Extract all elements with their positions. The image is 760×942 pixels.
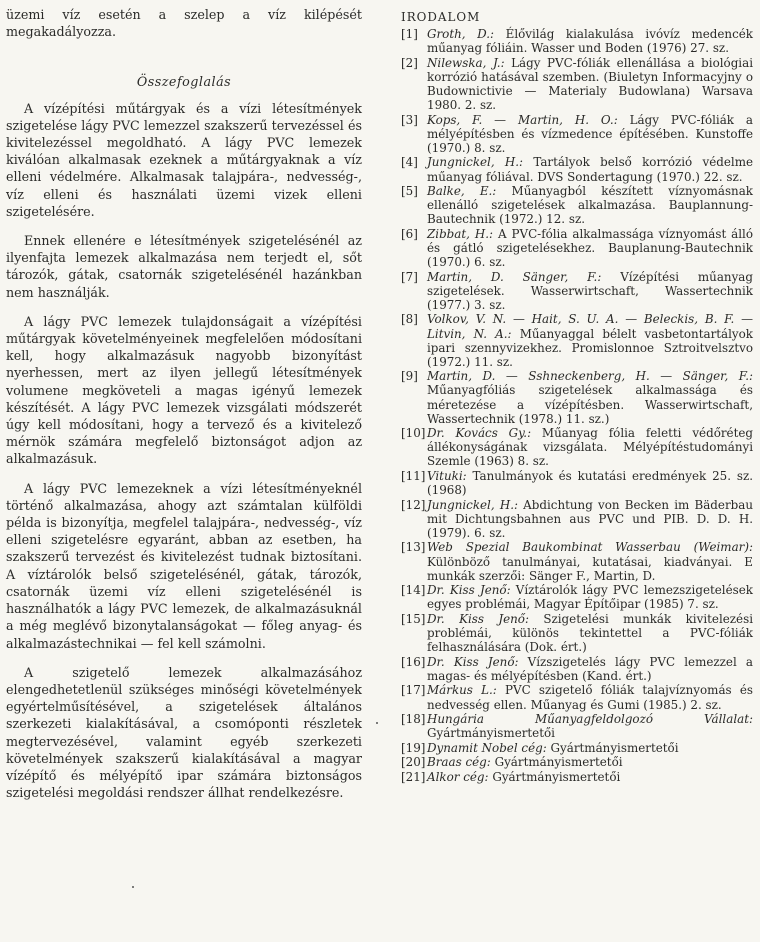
reference-number: [5]: [401, 184, 418, 199]
reference-text: Lágy PVC-fóliák ellenállása a biológiai korrózió hatásával szemben. (Biuletyn Informacyjny o Budownictivie — Materialy Budowlana) Warsava 1980. 2. sz.: [427, 55, 754, 113]
reference-text: Szigetelési munkák kivitelezési problémái, különös tekintettel a PVC-fóliák felhasználására (Dok. ért.): [427, 611, 753, 655]
reference-text: Vízszigetelés lágy PVC lemezzel a magas- és mélyépítésben (Kand. ért.): [427, 654, 753, 683]
reference-list: [401, 27, 753, 784]
reference-number: [11]: [401, 469, 426, 483]
reference-body: [427, 155, 753, 183]
reference-number: [21]: [401, 769, 426, 784]
summary-heading: Összefoglalás: [136, 74, 232, 90]
reference-item: [401, 227, 753, 269]
reference-item: [401, 770, 753, 784]
summary-column: [6, 6, 362, 801]
reference-author: Martin, D. Sänger, F.:: [427, 269, 602, 284]
reference-number: [10]: [401, 426, 426, 441]
reference-body: [427, 498, 753, 540]
reference-item: [401, 56, 753, 112]
reference-text: Víztárolók lágy PVC lemezszigetelések egyes problémái, Magyar Építőipar (1985) 7. sz.: [427, 583, 753, 612]
reference-text: Vízépítési műanyag szigetelések. Wasserwirtschaft, Wassertechnik (1977.) 3. sz.: [427, 269, 754, 312]
references-title: IRODALOM: [401, 10, 481, 24]
reference-item: [401, 655, 753, 683]
summary-paragraph-3: A lágy PVC lemezek tulajdonságait a vízépítési műtárgyak követelményeinek megfelelően módosítani kell, hogy alkalmazásuk nagyobb bizonyítást nyerhessen, mert az ilyen jellegű létesítmények volumene megköveteli a magas igényű lemezek készítését. A lágy PVC lemezek vizsgálati módszerét úgy kell módosítani, hogy a tervező és a kivitelező mérnök számára megfelelő biztonságot adjon az alkalmazásuk.: [6, 313, 362, 467]
reference-text: Abdichtung von Becken im Bäderbau mit Dichtungsbahnen aus PVC und PIB. D. D. H. (1979). 6. sz.: [427, 497, 753, 540]
reference-text: Gyártmányismertetői: [492, 769, 621, 784]
reference-number: [2]: [401, 55, 418, 70]
reference-author: Márkus L.:: [427, 683, 497, 698]
reference-number: [7]: [401, 269, 418, 284]
reference-text: Gyártmányismertetői: [427, 726, 555, 741]
reference-number: [13]: [401, 540, 426, 555]
reference-number: [14]: [401, 583, 426, 598]
reference-body: [427, 655, 753, 683]
scan-speck: [132, 886, 134, 888]
reference-number: [8]: [401, 312, 418, 327]
reference-body: [427, 27, 753, 55]
reference-item: [401, 712, 753, 740]
reference-body: [427, 770, 753, 784]
reference-number: [9]: [401, 369, 418, 384]
reference-author: Kops, F. — Martin, H. O.:: [427, 112, 618, 127]
reference-body: [427, 113, 753, 155]
reference-number: [18]: [401, 712, 426, 727]
reference-author: Dr. Kiss Jenő:: [427, 583, 511, 598]
summary-paragraph-2: Ennek ellenére e létesítmények szigetelésénél az ilyenfajta lemezek alkalmazása nem terjedt el, sőt tározók, gátak, csatornák szigetelésénél hazánkban nem használják.: [6, 233, 362, 300]
reference-author: Dr. Kovács Gy.:: [427, 426, 532, 441]
reference-author: Zibbat, H.:: [427, 226, 494, 241]
reference-author: Volkov, V. N. — Hait, S. U. A. — Beleckis, B. F. — Litvin, N. A.:: [427, 312, 753, 341]
reference-item: [401, 27, 753, 55]
reference-body: [427, 469, 753, 497]
reference-body: [427, 227, 753, 269]
reference-number: [3]: [401, 112, 418, 127]
reference-number: [1]: [401, 27, 418, 42]
reference-body: [427, 312, 753, 368]
reference-author: Balke, E.:: [427, 184, 497, 199]
reference-author: Alkor cég:: [427, 769, 489, 784]
reference-item: [401, 312, 753, 368]
reference-item: [401, 683, 753, 711]
reference-number: [19]: [401, 740, 426, 755]
reference-item: [401, 755, 753, 769]
reference-text: Lágy PVC-fóliák a mélyépítésben és vízmedence építésében. Kunstoffe (1970.) 8. sz.: [427, 112, 754, 155]
reference-author: Nilewska, J.:: [427, 55, 505, 70]
reference-author: Hungária Műanyagfeldolgozó Vállalat:: [427, 712, 753, 727]
reference-author: Groth, D.:: [427, 27, 495, 42]
opening-text: üzemi víz esetén a szelep a víz kilépését megakadályozza.: [6, 7, 362, 40]
scan-speck: [376, 722, 378, 724]
reference-body: [427, 741, 753, 755]
reference-body: [427, 184, 753, 226]
reference-item: [401, 369, 753, 425]
reference-number: [12]: [401, 497, 426, 512]
reference-text: Különböző tanulmányai, kutatásai, kiadványai. E munkák szerzői: Sänger F., Martin, D.: [427, 554, 753, 583]
reference-text: PVC szigetelő fóliák talajvíznyomás és nedvesség ellen. Műanyag és Gumi (1985.) 2. sz.: [427, 683, 753, 712]
reference-item: [401, 498, 753, 540]
reference-number: [6]: [401, 226, 418, 241]
reference-author: Jungnickel, H.:: [427, 497, 518, 512]
references-column: [401, 10, 753, 785]
reference-author: Dr. Kiss Jenő:: [427, 654, 519, 669]
reference-text: Műanyag fólia feletti védőréteg állékonyságának vizsgálata. Mélyépítéstudományi Szemle (1963) 8. sz.: [427, 426, 753, 469]
reference-text: Műanyaggal bélelt vasbetontartályok ipari szennyvizekhez. Promislonnoe Sztroitvelsztvo (1972.) 11. sz.: [427, 326, 754, 369]
reference-item: [401, 426, 753, 468]
reference-author: Braas cég:: [427, 755, 491, 770]
reference-number: [16]: [401, 654, 426, 669]
reference-body: [427, 426, 753, 468]
reference-author: Vituki:: [427, 469, 467, 483]
reference-body: [427, 612, 753, 654]
reference-text: Tanulmányok és kutatási eredmények 25. sz. (1968): [427, 469, 753, 498]
reference-number: [4]: [401, 155, 418, 170]
reference-author: Dr. Kiss Jenő:: [427, 611, 529, 626]
reference-item: [401, 270, 753, 312]
reference-text: Műanyagból készített víznyomásnak ellenálló szigetelések alkalmazása. Bauplannung-Bautechnik (1972.) 12. sz.: [427, 184, 753, 227]
reference-body: [427, 540, 753, 582]
reference-author: Jungnickel, H.:: [427, 155, 524, 170]
reference-item: [401, 184, 753, 226]
reference-body: [427, 369, 753, 425]
reference-number: [15]: [401, 611, 426, 626]
reference-text: A PVC-fólia alkalmassága víznyomást álló és gátló szigetelésekhez. Bauplanung-Bautechnik (1970.) 6. sz.: [427, 226, 754, 270]
reference-number: [17]: [401, 683, 426, 698]
reference-body: [427, 270, 753, 312]
reference-author: Web Spezial Baukombinat Wasserbau (Weimar):: [427, 540, 753, 555]
reference-body: [427, 712, 753, 740]
reference-text: Gyártmányismertetői: [550, 740, 679, 755]
reference-item: [401, 113, 753, 155]
reference-author: Martin, D. — Sshneckenberg, H. — Sänger, F.:: [427, 369, 753, 384]
reference-text: Tartályok belső korrózió védelme műanyag fóliával. DVS Sondertagung (1970.) 22. sz.: [427, 155, 753, 184]
reference-item: [401, 469, 753, 497]
reference-body: [427, 755, 753, 769]
reference-item: [401, 741, 753, 755]
reference-item: [401, 612, 753, 654]
reference-item: [401, 540, 753, 582]
reference-text: Gyártmányismertetői: [494, 755, 623, 770]
reference-item: [401, 583, 753, 611]
reference-body: [427, 56, 753, 112]
reference-number: [20]: [401, 755, 426, 770]
reference-author: Dynamit Nobel cég:: [427, 740, 547, 755]
summary-paragraph-5: A szigetelő lemezek alkalmazásához elengedhetetlenül szükséges minőségi követelmények egyértelműsítésével, a szigetelések általános szerkezeti kialakításával, a csomóponti részletek megtervezésével, valamint egyéb szerkezeti követelmények szakszerű kialakításával a magyar vízépítő és mélyépítő ipar számára biztonságos szigetelési megoldási rendszer állhat rendelkezésre.: [6, 664, 362, 801]
summary-paragraph-1: A vízépítési műtárgyak és a vízi létesítmények szigetelése lágy PVC lemezzel szakszerű tervezéssel és kivitelezéssel megoldható. A lágy PVC lemezek kiválóan alkalmasak ezeknek a műtárgyaknak a víz elleni védelmére. Alkalmasak talajpára-, nedvesség-, víz elleni és használati üzemi vizek elleni szigetelésére.: [6, 100, 362, 219]
reference-text: Élővilág kialakulása ivóvíz medencék műanyag fóliáin. Wasser und Boden (1976) 27. sz.: [427, 27, 753, 56]
reference-item: [401, 155, 753, 183]
summary-paragraph-4: A lágy PVC lemezeknek a vízi létesítményeknél történő alkalmazása, ahogy azt számtalan külföldi példa is bizonyítja, megfelel talajpára-, nedvesség-, víz elleni szigetelésre egyaránt, abban az esetben, ha szakszerű tervezést és kivitelezést tudnak biztosítani. A víztárolók belső szigetelésénél, gátak, tározók, csatornák üzemi víz elleni szigetelésénél is használhatók a lágy PVC lemezek, de alkalmazásuknál a még meglévő bizonytalanságokat — főleg anyag- és alkalmazástechnikai — fel kell számolni.: [6, 480, 362, 651]
reference-text: Műanyagfóliás szigetelések alkalmassága és méretezése a vízépítésben. Wasserwirtschaft, Wassertechnik (1978.) 11. sz.): [427, 383, 753, 426]
reference-body: [427, 583, 753, 611]
reference-body: [427, 683, 753, 711]
